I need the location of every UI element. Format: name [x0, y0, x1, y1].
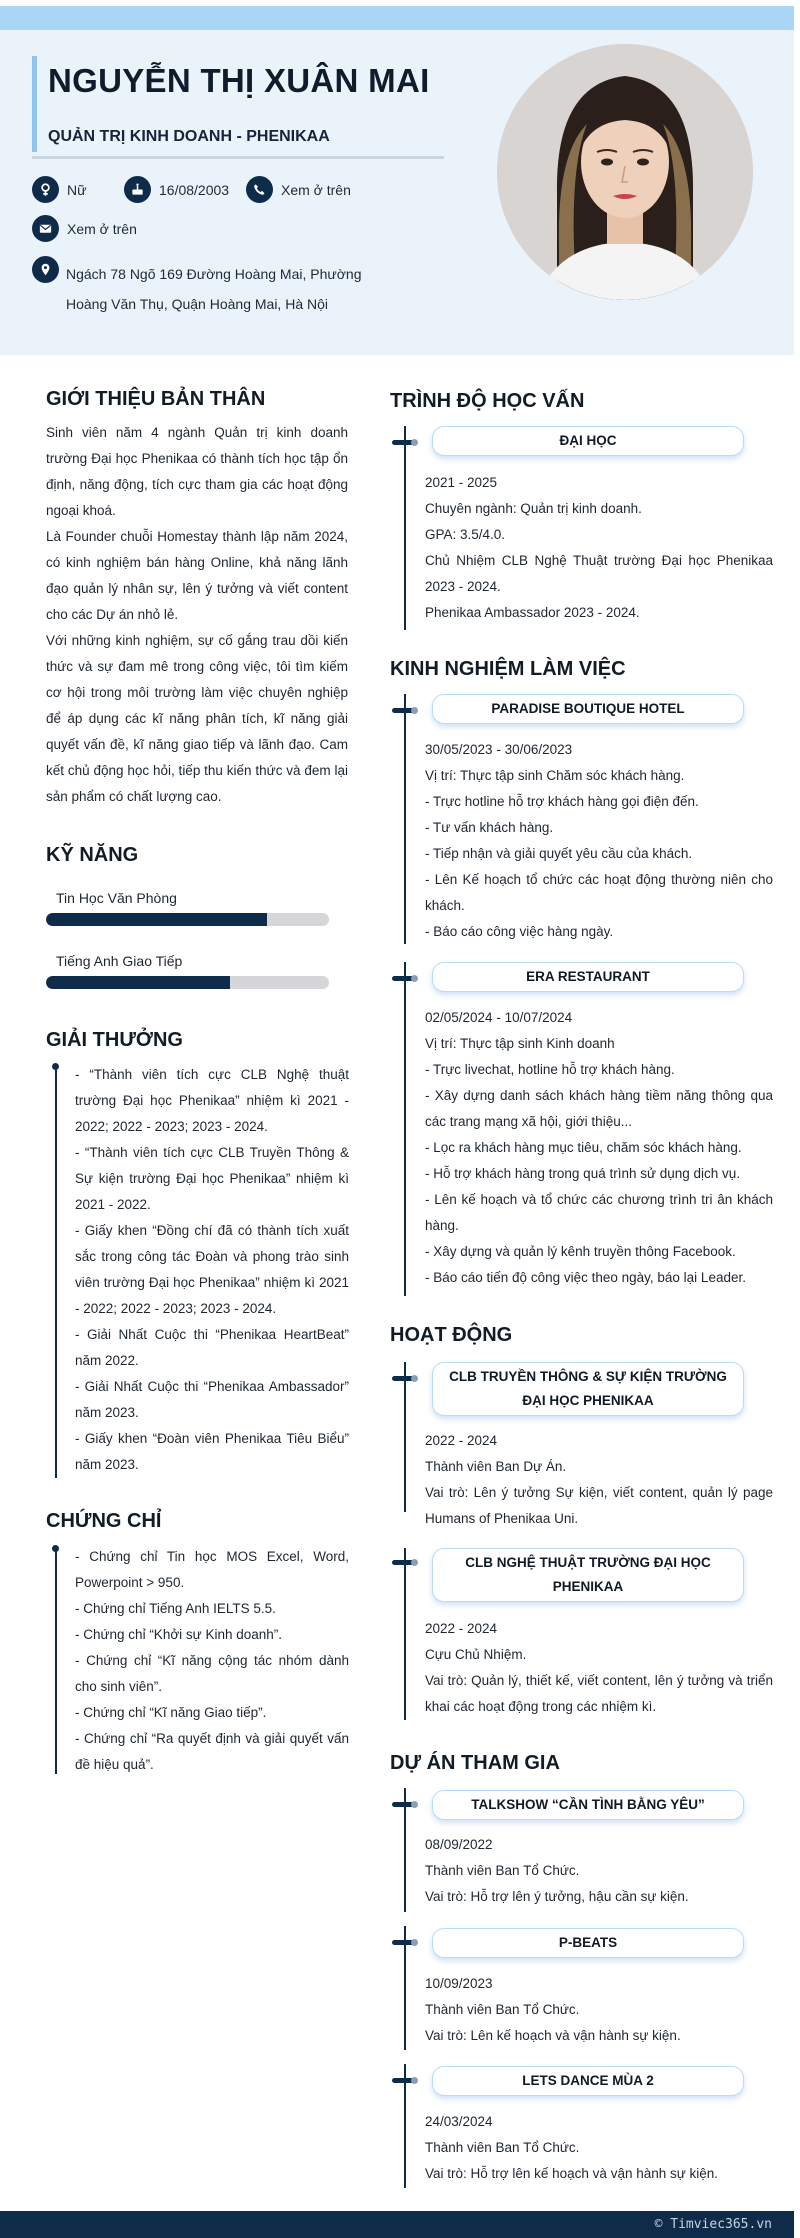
activities-timeline-line-1 [404, 1362, 406, 1512]
activity-org-pill-2: CLB NGHỆ THUẬT TRƯỜNG ĐẠI HỌC PHENIKAA [432, 1548, 744, 1602]
top-accent-bar [0, 6, 794, 30]
candidate-name: NGUYỄN THỊ XUÂN MAI [48, 62, 430, 99]
email-row [32, 215, 137, 242]
project-name-pill-2: P-BEATS [432, 1928, 744, 1958]
skill-label-english: Tiếng Anh Giao Tiếp [56, 953, 183, 969]
experience-marker-2 [392, 976, 414, 981]
experience-timeline-line-1 [404, 694, 406, 944]
activities-section-title: HOẠT ĐỘNG [390, 1324, 513, 1346]
birthday-row [124, 176, 229, 203]
skill-fill-office [46, 913, 267, 926]
project-details-3: 24/03/2024 Thành viên Ban Tổ Chức. Vai trò: Hỗ trợ lên kế hoạch và vận hành sự kiện. [425, 2114, 719, 2181]
experience-marker-1 [392, 708, 414, 713]
education-marker [392, 440, 414, 445]
experience-details-2: 02/05/2024 - 10/07/2024 Vị trí: Thực tập sinh Kinh doanh - Trực livechat, hotline hỗ trợ khách hàng. - Xây dựng danh sách khách hàng tiềm năng thông qua các trang mạng xã hội, giới thiệu... - Lọc ra khách hàng mục tiêu, chăm sóc khách hàng. - Hỗ trợ khách hàng trong quá trình sử dụng dịch vụ. - Lên kế hoạch và tổ chức các chương trình tri ân khách hàng. - Xây dựng và quản lý kênh truyền thông Facebook. - Báo cáo tiến độ công việc theo ngày, báo lại Leader. [425, 1010, 773, 1285]
email-value: Xem ở trên [67, 220, 137, 237]
project-details-2: 10/09/2023 Thành viên Ban Tổ Chức. Vai trò: Lên kế hoạch và vận hành sự kiện. [425, 1976, 681, 2043]
activities-marker-2 [392, 1560, 414, 1565]
candidate-title: QUẢN TRỊ KINH DOANH - PHENIKAA [48, 128, 330, 145]
title-divider [32, 156, 444, 159]
projects-marker-2 [392, 1940, 414, 1945]
activities-marker-1 [392, 1376, 414, 1381]
education-school-pill: ĐẠI HỌC [432, 426, 744, 456]
projects-marker-3 [392, 2078, 414, 2083]
certificates-section-title: CHỨNG CHỈ [46, 1510, 162, 1532]
education-timeline-line [404, 426, 406, 630]
gender-icon [32, 176, 59, 203]
phone-icon [246, 176, 273, 203]
experience-company-pill-2: ERA RESTAURANT [432, 962, 744, 992]
birthday-value: 16/08/2003 [159, 181, 230, 198]
awards-list: - “Thành viên tích cực CLB Nghệ thuật trường Đại học Phenikaa” nhiệm kì 2021 - 2022; 2022 - 2023; 2023 - 2024. - “Thành viên tích cực CLB Truyền Thông & Sự kiện trường Đại học Phenikaa” nhiệm kì 2021 - 2022. - Giấy khen “Đồng chí đã có thành tích xuất sắc trong công tác Đoàn và phong trào sinh viên trường Đại học Phenikaa” nhiệm kì 2021 - 2022; 2022 - 2023; 2023 - 2024. - Giải Nhất Cuộc thi “Phenikaa HeartBeat” năm 2022. - Giải Nhất Cuộc thi “Phenikaa Ambassador” năm 2023. - Giấy khen “Đoàn viên Phenikaa Tiêu Biểu” năm 2023. [75, 1067, 349, 1472]
experience-details-1: 30/05/2023 - 30/06/2023 Vị trí: Thực tập sinh Chăm sóc khách hàng. - Trực hotline hỗ trợ khách hàng gọi điện đến. - Tư vấn khách hàng. - Tiếp nhận và giải quyết yêu cầu của khách. - Lên Kế hoạch tổ chức các hoạt động thường niên cho khách. - Báo cáo công việc hàng ngày. [425, 742, 773, 939]
footer-bar [0, 2211, 794, 2238]
activity-details-1: 2022 - 2024 Thành viên Ban Dự Án. Vai trò: Lên ý tưởng Sự kiện, viết content, quản lý page Humans of Phenikaa Uni. [425, 1433, 773, 1526]
projects-section-title: DỰ ÁN THAM GIA [390, 1752, 560, 1774]
skill-bar-office [46, 913, 329, 926]
certificates-timeline-line [55, 1548, 57, 1774]
activity-org-pill-1: CLB TRUYỀN THÔNG & SỰ KIỆN TRƯỜNG ĐẠI HỌC PHENIKAA [432, 1362, 744, 1416]
education-details: 2021 - 2025 Chuyên ngành: Quản trị kinh doanh. GPA: 3.5/4.0. Chủ Nhiệm CLB Nghệ Thuật trường Đại học Phenikaa 2023 - 2024. Phenikaa Ambassador 2023 - 2024. [425, 475, 773, 620]
profile-portrait-illustration [497, 44, 753, 300]
gender-row [32, 176, 86, 203]
project-name-pill-3: LETS DANCE MÙA 2 [432, 2066, 744, 2096]
skill-bar-english [46, 976, 329, 989]
project-name-pill-1: TALKSHOW “CẦN TÌNH BẰNG YÊU” [432, 1790, 744, 1820]
about-section-title: GIỚI THIỆU BẢN THÂN [46, 388, 266, 410]
experience-timeline-line-2 [404, 962, 406, 1296]
experience-company-pill-1: PARADISE BOUTIQUE HOTEL [432, 694, 744, 724]
awards-section-title: GIẢI THƯỞNG [46, 1029, 183, 1051]
footer-brand[interactable]: © Timviec365.vn [654, 2217, 772, 2232]
activity-details-2: 2022 - 2024 Cựu Chủ Nhiệm. Vai trò: Quản lý, thiết kế, viết content, lên ý tưởng và triển khai các hoạt động trong các nhiệm kì. [425, 1621, 773, 1714]
skill-label-office: Tin Học Văn Phòng [56, 890, 177, 906]
phone-value: Xem ở trên [281, 181, 351, 198]
birthday-cake-icon [124, 176, 151, 203]
gender-value: Nữ [67, 181, 87, 198]
certificates-list: - Chứng chỉ Tin học MOS Excel, Word, Powerpoint > 950. - Chứng chỉ Tiếng Anh IELTS 5.5. - Chứng chỉ “Khởi sự Kinh doanh”. - Chứng chỉ “Kĩ năng cộng tác nhóm dành cho sinh viên”. - Chứng chỉ “Kĩ năng Giao tiếp”. - Chứng chỉ “Ra quyết định và giải quyết vấn đề hiệu quả”. [75, 1549, 349, 1772]
address-value: Ngách 78 Ngõ 169 Đường Hoàng Mai, Phường Hoàng Văn Thụ, Quận Hoàng Mai, Hà Nội [66, 266, 362, 312]
education-section-title: TRÌNH ĐỘ HỌC VẤN [390, 390, 585, 412]
address-row [32, 256, 67, 283]
experience-section-title: KINH NGHIỆM LÀM VIỆC [390, 658, 626, 680]
name-accent-bar [32, 56, 37, 152]
projects-marker-1 [392, 1802, 414, 1807]
about-text: Sinh viên năm 4 ngành Quản trị kinh doanh trường Đại học Phenikaa có thành tích học tập ổn định, năng động, tích cực tham gia các hoạt động ngoại khoá. Là Founder chuỗi Homestay thành lập năm 2024, có kinh nghiệm bán hàng Online, khả năng lãnh đạo quản lý nhân sự, lên ý tưởng và viết content cho các Dự án nhỏ lẻ. Với những kinh nghiệm, sự cố gắng trau dồi kiến thức và sự đam mê trong công việc, tôi tìm kiếm cơ hội trong môi trường làm việc chuyên nghiệp để áp dụng các kĩ năng phân tích, kĩ năng giải quyết vấn đề, kĩ năng giao tiếp và lãnh đạo. Cam kết chủ động học hỏi, tiếp thu kiến thức và đem lại sản phẩm có chất lượng cao. [46, 425, 348, 804]
awards-timeline-line [55, 1066, 57, 1478]
profile-photo [497, 44, 753, 300]
location-icon [32, 256, 59, 283]
email-icon [32, 215, 59, 242]
project-details-1: 08/09/2022 Thành viên Ban Tổ Chức. Vai trò: Hỗ trợ lên ý tưởng, hậu cần sự kiện. [425, 1837, 689, 1904]
skill-fill-english [46, 976, 230, 989]
activities-timeline-line-2 [404, 1548, 406, 1720]
phone-row [246, 176, 351, 203]
skills-section-title: KỸ NĂNG [46, 844, 139, 866]
